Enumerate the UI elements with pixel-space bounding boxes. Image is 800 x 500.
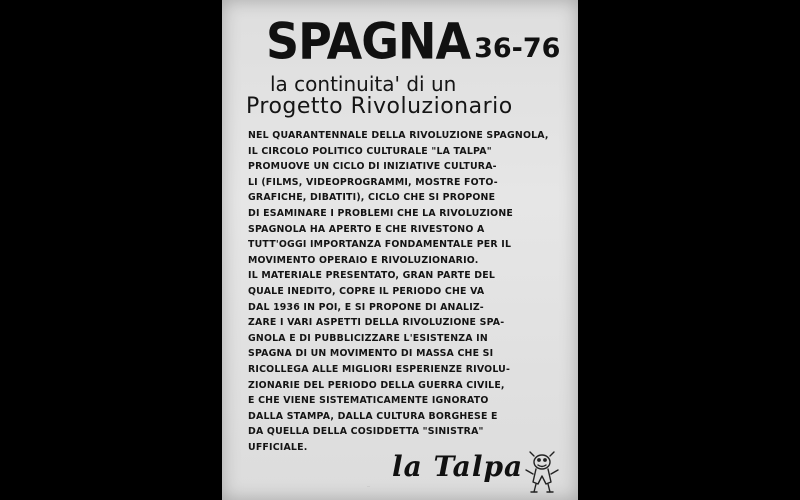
body-line: ZARE I VARI ASPETTI DELLA RIVOLUZIONE SPA- xyxy=(248,317,505,329)
body-line: IL CIRCOLO POLITICO CULTURALE "LA TALPA" xyxy=(248,145,492,157)
poster-subtitle-line2: Progetto Rivoluzionario xyxy=(246,94,513,119)
printer-note: ... xyxy=(367,484,370,488)
poster-heading xyxy=(266,11,561,71)
body-line: GRAFICHE, DIBATITI), CICLO CHE SI PROPONE xyxy=(248,192,496,204)
poster-title: SPAGNA xyxy=(266,11,471,71)
body-line: RICOLLEGA ALLE MIGLIORI ESPERIENZE RIVOLU- xyxy=(248,363,511,375)
body-line: PROMUOVE UN CICLO DI INIZIATIVE CULTURA- xyxy=(248,161,497,173)
body-line: SPAGNA DI UN MOVIMENTO DI MASSA CHE SI xyxy=(248,348,494,360)
poster-sheet xyxy=(222,0,578,500)
body-line: DA QUELLA DELLA COSIDDETTA "SINISTRA" xyxy=(248,426,484,438)
body-line: MOVIMENTO OPERAIO E RIVOLUZIONARIO. xyxy=(248,254,479,266)
body-line: NEL QUARANTENNALE DELLA RIVOLUZIONE SPAGNOLA, xyxy=(248,130,549,141)
body-line: DI ESAMINARE I PROBLEMI CHE LA RIVOLUZIONE xyxy=(248,207,513,219)
body-line: SPAGNOLA HA APERTO E CHE RIVESTONO A xyxy=(248,223,485,235)
poster-body-text xyxy=(248,128,560,455)
poster-subtitle-line1: la continuita' di un xyxy=(270,72,457,96)
body-line: TUTT'OGGI IMPORTANZA FONDAMENTALE PER IL xyxy=(248,239,512,251)
body-line: DALLA STAMPA, DALLA CULTURA BORGHESE E xyxy=(248,410,498,422)
body-line: UFFICIALE. xyxy=(248,441,308,453)
body-line: E CHE VIENE SISTEMATICAMENTE IGNORATO xyxy=(248,395,489,407)
body-line: QUALE INEDITO, COPRE IL PERIODO CHE VA xyxy=(248,285,485,297)
body-line: IL MATERIALE PRESENTATO, GRAN PARTE DEL xyxy=(248,270,496,282)
body-line: DAL 1936 IN POI, E SI PROPONE DI ANALIZ- xyxy=(248,301,484,313)
mole-mascot-icon xyxy=(522,448,562,496)
body-line: ZIONARIE DEL PERIODO DELLA GUERRA CIVILE, xyxy=(248,379,505,391)
la-talpa-logo: la Talpa xyxy=(392,450,524,483)
body-line: LI (FILMS, VIDEOPROGRAMMI, MOSTRE FOTO- xyxy=(248,176,498,188)
poster-years: 36-76 xyxy=(474,33,561,64)
body-line: GNOLA E DI PUBBLICIZZARE L'ESISTENZA IN xyxy=(248,332,488,344)
